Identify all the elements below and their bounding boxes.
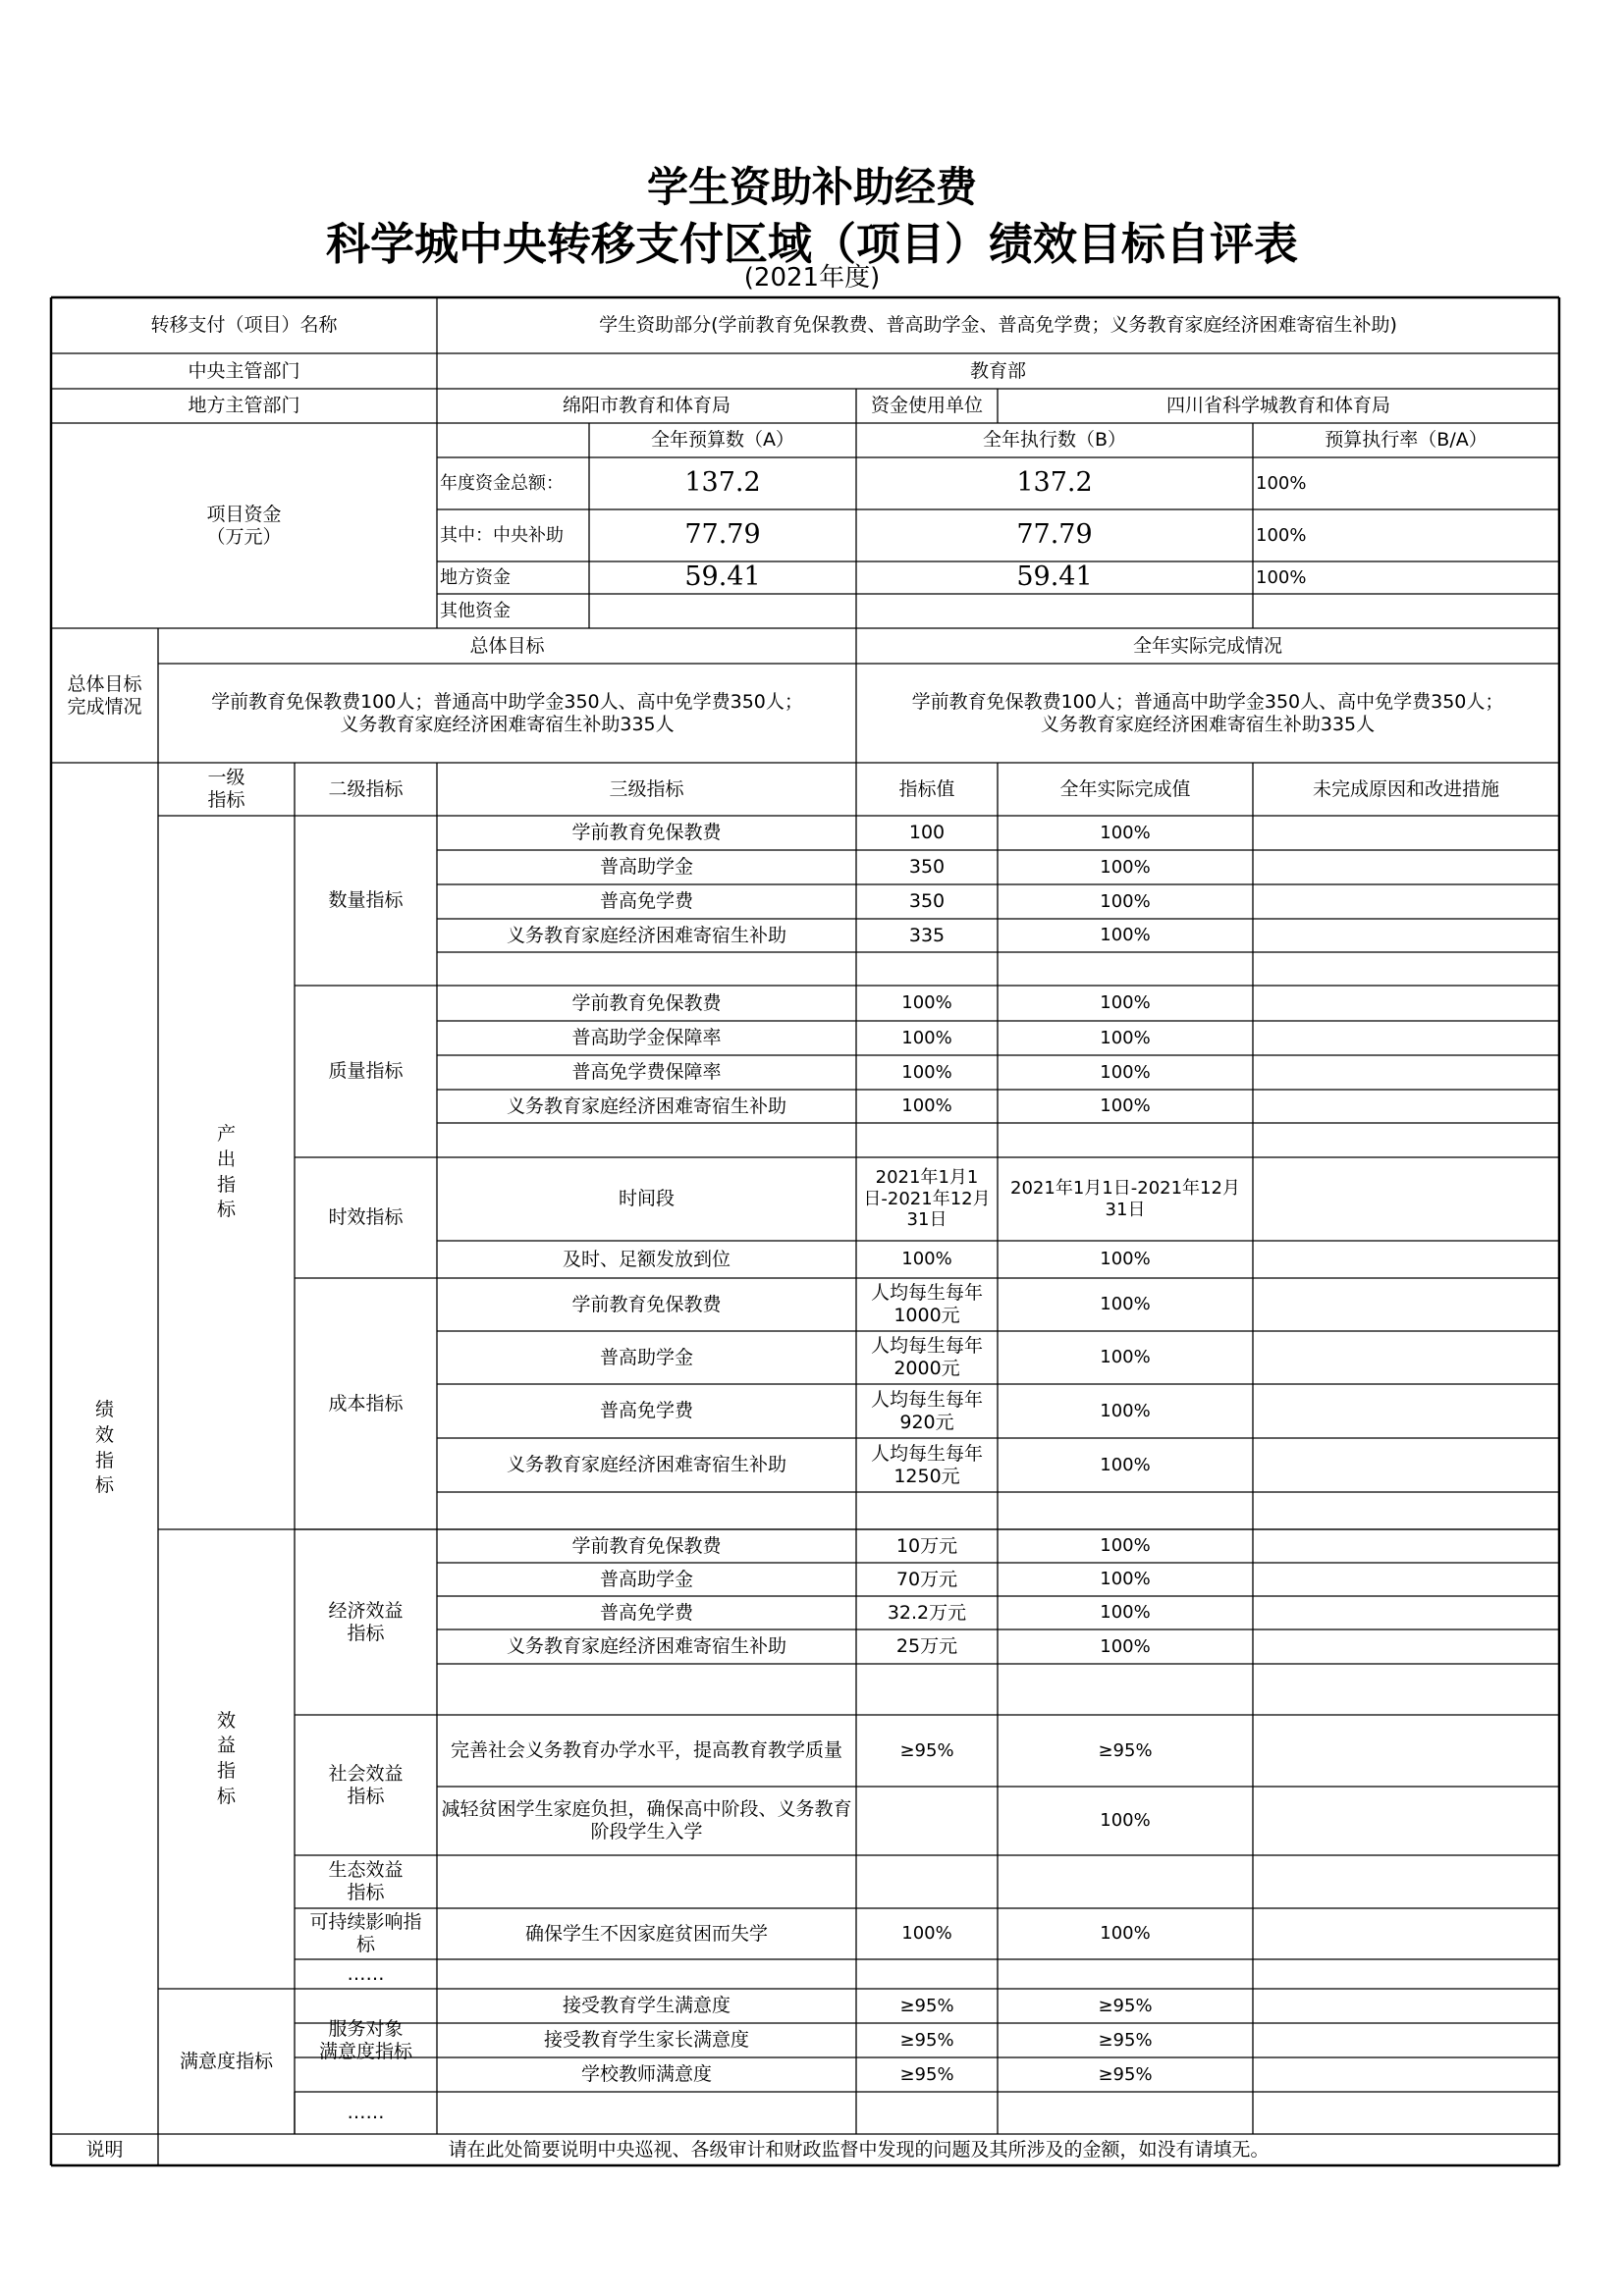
level1-header: 一级 指标 xyxy=(207,767,245,811)
indicator-actual: 100% xyxy=(1100,1249,1151,1270)
output-indicator-label: 产 出 指 标 xyxy=(216,1123,236,1221)
note-label: 说明 xyxy=(85,2138,124,2161)
fund-rate-value xyxy=(1253,594,1559,628)
overall-actual-header: 全年实际完成情况 xyxy=(1132,634,1282,657)
indicator-target: 70万元 xyxy=(895,1568,958,1590)
fund-execution-value: 59.41 xyxy=(1016,561,1093,593)
indicator-name: 普高助学金 xyxy=(599,856,693,879)
indicator-name: 义务教育家庭经济困难寄宿生补助 xyxy=(506,1095,786,1117)
indicator-actual: 100% xyxy=(1100,1027,1151,1048)
indicator-actual: 100% xyxy=(1100,822,1151,843)
indicator-name: 完善社会义务教育办学水平，提高教育教学质量 xyxy=(450,1739,842,1762)
indicator-name: 义务教育家庭经济困难寄宿生补助 xyxy=(506,1454,786,1476)
central-dept-label: 中央主管部门 xyxy=(188,359,300,382)
indicator-name: 义务教育家庭经济困难寄宿生补助 xyxy=(506,1635,786,1658)
level2-header: 二级指标 xyxy=(328,777,404,800)
fund-budget-value: 137.2 xyxy=(684,467,761,499)
indicator-target: ≥95% xyxy=(899,1739,954,1761)
indicator-actual: 100% xyxy=(1100,1923,1151,1945)
project-name-label: 转移支付（项目）名称 xyxy=(150,314,338,337)
actual-header: 全年实际完成值 xyxy=(1059,777,1191,800)
indicator-target: 100% xyxy=(901,1249,952,1270)
timeliness-indicator-label: 时效指标 xyxy=(328,1206,404,1229)
performance-indicators-label: 绩 效 指 标 xyxy=(94,1399,114,1497)
indicator-name: 学前教育免保教费 xyxy=(571,1293,722,1315)
indicator-actual: ≥95% xyxy=(1098,2063,1153,2085)
indicator-name: 接受教育学生满意度 xyxy=(562,1995,731,2017)
reason-header: 未完成原因和改进措施 xyxy=(1312,777,1499,800)
indicator-target: 100% xyxy=(901,1061,952,1083)
execution-header: 全年执行数（B） xyxy=(982,429,1127,452)
overall-goal-text: 学前教育免保教费100人；普通高中助学金350人、高中免学费350人； 义务教育家庭经济困难寄宿生补助335人 xyxy=(211,690,803,735)
satisfaction-indicator-label: 满意度指标 xyxy=(179,2050,273,2072)
budget-header: 全年预算数（A） xyxy=(651,429,794,452)
indicator-name: 学前教育免保教费 xyxy=(571,822,722,844)
indicator-target: 32.2万元 xyxy=(887,1601,967,1624)
indicator-name: 减轻贫困学生家庭负担，确保高中阶段、义务教育阶段学生入学 xyxy=(441,1798,852,1842)
fund-unit-label: 资金使用单位 xyxy=(870,395,983,417)
indicator-target: ≥95% xyxy=(899,2029,954,2051)
indicator-actual: 100% xyxy=(1100,856,1151,878)
indicator-name: 普高助学金 xyxy=(599,1568,693,1590)
social-benefit-label: 社会效益 指标 xyxy=(328,1762,404,1807)
indicator-target xyxy=(856,1787,998,1855)
indicator-target: 人均每生每年2000元 xyxy=(870,1335,983,1379)
target-header: 指标值 xyxy=(898,777,955,800)
indicator-name: 时间段 xyxy=(618,1188,675,1210)
indicator-actual: 100% xyxy=(1100,1635,1151,1657)
indicator-actual: 100% xyxy=(1100,1095,1151,1117)
indicator-target: 350 xyxy=(908,890,946,913)
indicator-actual: 100% xyxy=(1100,1400,1151,1421)
title-line1: 学生资助补助经费 xyxy=(646,163,977,211)
level3-header: 三级指标 xyxy=(609,777,684,800)
indicator-target: 100% xyxy=(901,1923,952,1945)
fund-execution-value: 137.2 xyxy=(1016,467,1093,499)
indicator-target: 100% xyxy=(901,992,952,1014)
fund-budget-value: 77.79 xyxy=(684,519,761,551)
indicator-target: 人均每生每年1000元 xyxy=(870,1282,983,1326)
report-year: (2021年度) xyxy=(743,263,881,293)
indicator-target: 100% xyxy=(901,1027,952,1048)
indicator-name: 学前教育免保教费 xyxy=(571,991,722,1014)
indicator-target: 100 xyxy=(908,822,946,844)
fund-row-label: 其中：中央补助 xyxy=(440,524,564,546)
fund-row-label: 地方资金 xyxy=(440,566,511,588)
fund-row-label: 年度资金总额： xyxy=(440,472,564,494)
overall-goal-header: 总体目标 xyxy=(469,634,545,657)
benefit-ellipsis: …… xyxy=(347,1962,385,1985)
project-funds-label: 项目资金 （万元） xyxy=(206,503,282,548)
indicator-actual: ≥95% xyxy=(1098,2029,1153,2051)
indicator-name: 接受教育学生家长满意度 xyxy=(543,2029,749,2052)
indicator-target: 335 xyxy=(908,924,946,946)
fund-row-label: 其他资金 xyxy=(440,600,511,621)
quality-indicator-label: 质量指标 xyxy=(328,1060,404,1083)
indicator-actual: 100% xyxy=(1100,1535,1151,1557)
indicator-target: 人均每生每年920元 xyxy=(870,1388,983,1433)
benefit-indicator-label: 效 益 指 标 xyxy=(216,1709,236,1807)
local-dept-label: 地方主管部门 xyxy=(188,395,300,417)
local-dept-value: 绵阳市教育和体育局 xyxy=(562,395,731,417)
indicator-actual: 100% xyxy=(1100,1347,1151,1368)
service-satisfaction-label: 服务对象 满意度指标 xyxy=(318,2017,412,2062)
project-name-value: 学生资助部分(学前教育免保教费、普高助学金、普高免学费；义务教育家庭经济困难寄宿生补助) xyxy=(599,314,1397,337)
sustainability-label: 可持续影响指 标 xyxy=(309,1911,422,1955)
indicator-name: 学校教师满意度 xyxy=(580,2063,712,2086)
indicator-name: 普高免学费保障率 xyxy=(571,1061,722,1084)
title-line2: 科学城中央转移支付区域（项目）绩效目标自评表 xyxy=(325,218,1298,270)
indicator-name: 及时、足额发放到位 xyxy=(562,1248,731,1270)
indicator-name: 义务教育家庭经济困难寄宿生补助 xyxy=(506,924,786,946)
central-dept-value: 教育部 xyxy=(969,359,1026,382)
indicator-target: ≥95% xyxy=(899,2063,954,2085)
indicator-target: 2021年1月1日-2021年12月31日 xyxy=(863,1167,991,1231)
indicator-target: 350 xyxy=(908,856,946,879)
indicator-name: 普高免学费 xyxy=(599,890,693,913)
overall-goal-label: 总体目标 完成情况 xyxy=(67,672,142,718)
indicator-actual: 2021年1月1日-2021年12月31日 xyxy=(1010,1177,1240,1220)
note-text: 请在此处简要说明中央巡视、各级审计和财政监督中发现的问题及其所涉及的金额，如没有请填无。 xyxy=(448,2138,1270,2161)
indicator-actual: 100% xyxy=(1100,1602,1151,1624)
fund-rate-value: 100% xyxy=(1256,524,1307,546)
cost-indicator-label: 成本指标 xyxy=(328,1392,404,1415)
indicator-actual: 100% xyxy=(1100,890,1151,912)
fund-budget-value xyxy=(589,594,856,628)
indicator-actual: ≥95% xyxy=(1098,1995,1153,2016)
indicator-target: 10万元 xyxy=(895,1534,958,1557)
satisfaction-ellipsis: …… xyxy=(347,2102,385,2124)
quantity-indicator-label: 数量指标 xyxy=(328,889,404,912)
overall-actual-text: 学前教育免保教费100人；普通高中助学金350人、高中免学费350人； 义务教育家庭经济困难寄宿生补助335人 xyxy=(911,690,1504,735)
indicator-name: 确保学生不因家庭贫困而失学 xyxy=(524,1922,768,1945)
fund-execution-value: 77.79 xyxy=(1016,519,1093,551)
fund-rate-value: 100% xyxy=(1256,566,1307,588)
fund-budget-value: 59.41 xyxy=(684,561,761,593)
indicator-target: ≥95% xyxy=(899,1995,954,2016)
indicator-target: 人均每生每年1250元 xyxy=(870,1442,983,1487)
indicator-actual: 100% xyxy=(1100,1061,1151,1083)
ecological-benefit-label: 生态效益 指标 xyxy=(328,1859,404,1903)
indicator-name: 普高免学费 xyxy=(599,1601,693,1624)
fund-unit-value: 四川省科学城教育和体育局 xyxy=(1165,395,1390,417)
indicator-name: 普高助学金保障率 xyxy=(571,1027,722,1049)
fund-execution-value xyxy=(856,594,1253,628)
rate-header: 预算执行率（B/A） xyxy=(1325,429,1488,452)
indicator-name: 普高免学费 xyxy=(599,1400,693,1422)
indicator-target: 100% xyxy=(901,1095,952,1117)
fund-rate-value: 100% xyxy=(1256,472,1307,494)
economic-benefit-label: 经济效益 指标 xyxy=(328,1599,404,1644)
indicator-actual: ≥95% xyxy=(1098,1739,1153,1761)
indicator-actual: 100% xyxy=(1100,1454,1151,1475)
indicator-actual: 100% xyxy=(1100,1810,1151,1832)
indicator-name: 学前教育免保教费 xyxy=(571,1534,722,1557)
indicator-actual: 100% xyxy=(1100,992,1151,1014)
indicator-actual: 100% xyxy=(1100,1569,1151,1590)
indicator-actual: 100% xyxy=(1100,1294,1151,1315)
indicator-target: 25万元 xyxy=(895,1635,958,1658)
indicator-actual: 100% xyxy=(1100,925,1151,946)
indicator-name: 普高助学金 xyxy=(599,1346,693,1368)
